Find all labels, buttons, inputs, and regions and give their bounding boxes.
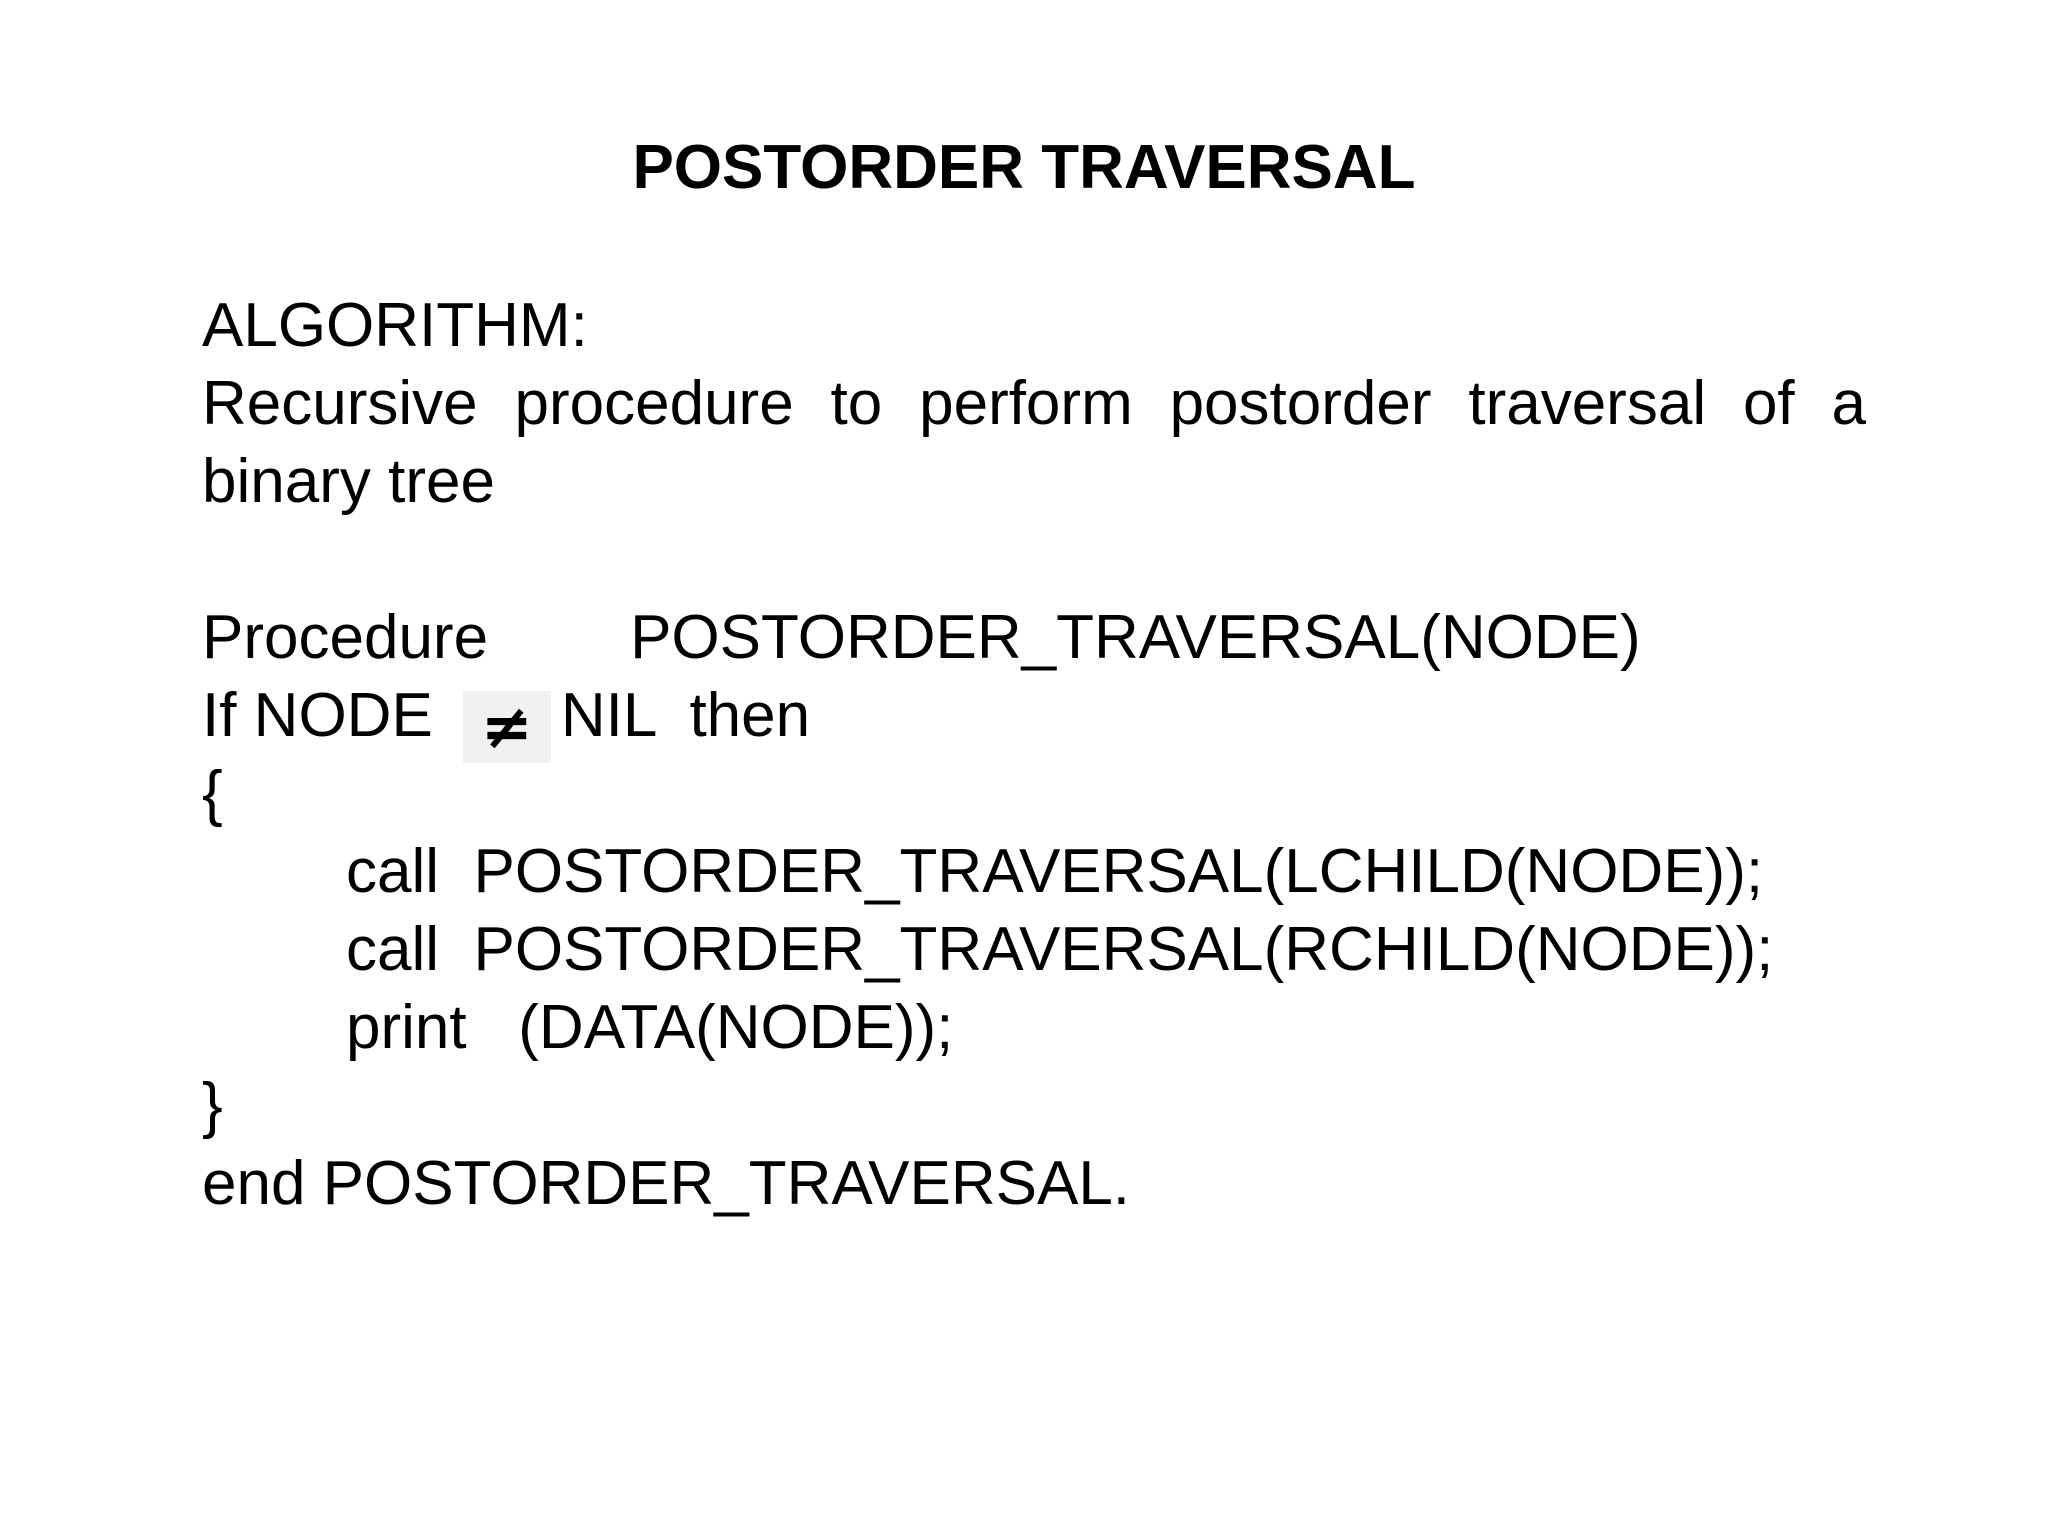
call-right-statement: call POSTORDER_TRAVERSAL(RCHILD(NODE)); — [346, 915, 1774, 984]
if-prefix: If NODE — [202, 681, 433, 750]
print-statement: print (DATA(NODE)); — [346, 993, 954, 1062]
description-line-2: binary tree — [202, 447, 495, 516]
end-statement: end POSTORDER_TRAVERSAL. — [202, 1149, 1131, 1218]
algorithm-heading: ALGORITHM: — [202, 291, 588, 360]
if-condition — [202, 676, 810, 763]
close-brace: } — [202, 1071, 223, 1140]
open-brace: { — [202, 759, 223, 828]
description-line-1: Recursive procedure to perform postorder traversal of a — [202, 369, 1866, 438]
procedure-name: POSTORDER_TRAVERSAL(NODE) — [630, 603, 1641, 672]
call-left-statement: call POSTORDER_TRAVERSAL(LCHILD(NODE)); — [346, 837, 1764, 906]
if-suffix: NIL then — [560, 681, 811, 750]
slide-title: POSTORDER TRAVERSAL — [632, 133, 1416, 202]
not-equal-icon: ≠ — [463, 691, 551, 763]
procedure-keyword: Procedure — [202, 603, 489, 672]
procedure-declaration — [202, 598, 1641, 678]
